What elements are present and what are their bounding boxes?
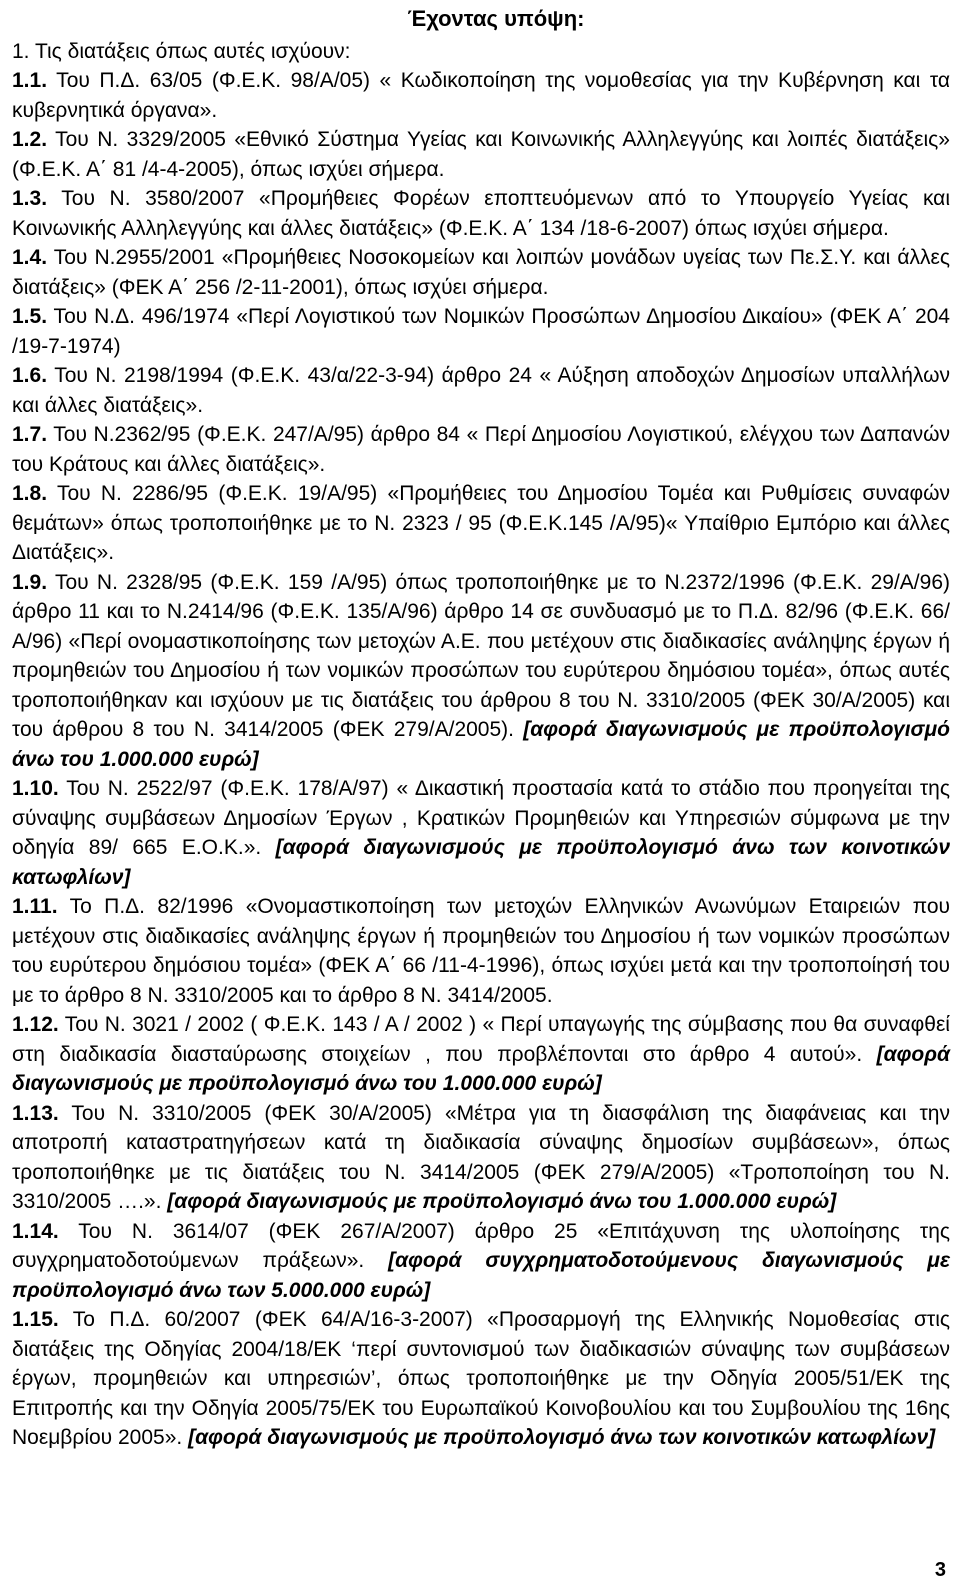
provision-item xyxy=(12,1010,950,1099)
provision-item xyxy=(12,479,950,568)
item-number: 1.2. xyxy=(12,128,48,151)
item-note: [αφορά διαγωνισμούς με προϋπολογισμό άνω του 1.000.000 ευρώ] xyxy=(12,718,950,771)
provision-item xyxy=(12,892,950,1010)
provision-item xyxy=(12,302,950,361)
item-number: 1.7. xyxy=(12,423,48,446)
item-number: 1.4. xyxy=(12,246,48,269)
item-number: 1.13. xyxy=(12,1101,59,1125)
item-text: Του Ν. 3310/2005 (ΦΕΚ 30/Α/2005) «Μέτρα για τη διασφάλιση της διαφάνειας και την αποτροπή καταστρατηγήσεων κατά τη διαδικασία σύναψης δημοσίων συμβάσεων», όπως τροποποιήθηκε με τις διατάξεις του Ν. 3414/2005 (ΦΕΚ 279/Α/2005) «Τροποποίηση του Ν. 3310/2005 ….». xyxy=(12,1101,950,1213)
item-number: 1.15. xyxy=(12,1308,59,1331)
item-number: 1.1. xyxy=(12,69,48,92)
item-number: 1.10. xyxy=(12,777,59,800)
provision-item xyxy=(12,1217,950,1306)
item-number: 1.5. xyxy=(12,305,48,328)
item-number: 1.14. xyxy=(12,1219,59,1243)
item-text: Του Ν.2362/95 (Φ.Ε.Κ. 247/Α/95) άρθρο 84 « Περί Δημοσίου Λογιστικού, ελέγχου των Δαπανών του Κράτους και άλλες διατάξεις». xyxy=(12,423,950,476)
item-number: 1.9. xyxy=(12,570,48,594)
item-text: Του Ν. 2198/1994 (Φ.Ε.Κ. 43/α/22-3-94) άρθρο 24 « Αύξηση αποδοχών Δημοσίων υπαλλήλων και άλλες διατάξεις». xyxy=(12,364,950,417)
item-text: Το Π.Δ. 82/1996 «Ονομαστικοποίηση των μετοχών Ελληνικών Ανωνύμων Εταιρειών που μετέχουν στις διαδικασίες ανάληψης έργων ή προμηθειών του Δημοσίου ή των νομικών προσώπων του ευρύτερου δημόσιου τομέα» (ΦΕΚ Α΄ 66 /11-4-1996), όπως ισχύει μετά και την τροποποίησή του με το άρθρο 8 Ν. 3310/2005 και το άρθρο 8 Ν. 3414/2005. xyxy=(12,895,950,1007)
provision-item xyxy=(12,1099,950,1217)
provision-item xyxy=(12,420,950,479)
item-text: Του Ν. 2522/97 (Φ.Ε.Κ. 178/Α/97) « Δικαστική προστασία κατά το στάδιο που προηγείται της σύναψης συμβάσεων Δημοσίων Έργων , Κρατικών Προμηθειών και Υπηρεσιών σύμφωνα με την οδηγία 89/ 665 Ε.Ο.Κ.». xyxy=(12,777,950,859)
provision-item xyxy=(12,1305,950,1453)
item-text: Του Ν. 2328/95 (Φ.Ε.Κ. 159 /Α/95) όπως τροποποιήθηκε με το Ν.2372/1996 (Φ.Ε.Κ. 29/Α/96) άρθρο 11 και το Ν.2414/96 (Φ.Ε.Κ. 135/Α/96) άρθρο 14 σε συνδυασμό με το Π.Δ. 82/96 (Φ.Ε.Κ. 66/Α/96) «Περί ονομαστικοποίησης των μετοχών Α.Ε. που μετέχουν στις διαδικασίες ανάληψης έργων ή προμηθειών του Δημοσίου ή των νομικών προσώπων του ευρύτερου δημόσιου τομέα», όπως αυτές τροποποιήθηκαν και ισχύουν με τις διατάξεις του άρθρου 8 του Ν. 3310/2005 (ΦΕΚ 30/Α/2005) και του άρθρου 8 του Ν. 3414/2005 (ΦΕΚ 279/Α/2005). xyxy=(12,570,950,741)
item-note: [αφορά διαγωνισμούς με προϋπολογισμό άνω του 1.000.000 ευρώ] xyxy=(12,1042,950,1095)
provision-item xyxy=(12,361,950,420)
provision-item xyxy=(12,125,950,184)
item-number: 1.6. xyxy=(12,364,48,387)
section-title: 1. Τις διατάξεις όπως αυτές ισχύουν: xyxy=(12,39,351,63)
item-note: [αφορά διαγωνισμούς με προϋπολογισμό άνω των κοινοτικών κατωφλίων] xyxy=(12,836,950,889)
provision-item xyxy=(12,243,950,302)
provision-item xyxy=(12,774,950,892)
item-text: Του Ν. 2286/95 (Φ.Ε.Κ. 19/Α/95) «Προμήθειες του Δημοσίου Τομέα και Ρυθμίσεις συναφών θεμάτων» όπως τροποποιήθηκε με το Ν. 2323 / 95 (Φ.Ε.Κ.145 /Α/95)« Υπαίθριο Εμπόριο και άλλες Διατάξεις». xyxy=(12,482,950,564)
item-note: [αφορά συγχρηματοδοτούμενους διαγωνισμούς με προϋπολογισμό άνω των 5.000.000 ευρώ] xyxy=(12,1249,951,1302)
item-text: Του Ν. 3021 / 2002 ( Φ.Ε.Κ. 143 / Α / 2002 ) « Περί υπαγωγής της σύμβασης που θα συναφθεί στη διαδικασία διασταύρωσης στοιχείων , που προβλέπονται στο άρθρο 4 αυτού». xyxy=(12,1013,950,1066)
item-number: 1.8. xyxy=(12,482,48,505)
provision-item xyxy=(12,66,950,125)
item-number: 1.3. xyxy=(12,187,48,210)
provision-item xyxy=(12,568,950,775)
item-number: 1.11. xyxy=(12,895,58,918)
item-note: [αφορά διαγωνισμούς με προϋπολογισμό άνω των κοινοτικών κατωφλίων] xyxy=(188,1426,936,1449)
item-text: Του Ν. 3580/2007 «Προμήθειες Φορέων εποπτευόμενων από το Υπουργείο Υγείας και Κοινωνικής Αλληλεγγύης και άλλες διατάξεις» (Φ.Ε.Κ. Α΄ 134 /18-6-2007) όπως ισχύει σήμερα. xyxy=(12,187,950,240)
page-number: 3 xyxy=(934,1558,946,1581)
provision-item xyxy=(12,184,950,243)
heading: Έχοντας υπόψη: xyxy=(407,6,585,31)
item-text: Του Ν.2955/2001 «Προμήθειες Νοσοκομείων και λοιπών μονάδων υγείας των Πε.Σ.Υ. και άλλες διατάξεις» (ΦΕΚ Α΄ 256 /2-11-2001), όπως ισχύει σήμερα. xyxy=(12,246,950,299)
item-number: 1.12. xyxy=(12,1013,59,1036)
item-text: Το Π.Δ. 60/2007 (ΦΕΚ 64/Α/16-3-2007) «Προσαρμογή της Ελληνικής Νομοθεσίας στις διατάξεις της Οδηγίας 2004/18/ΕΚ ‘περί συντονισμού των διαδικασιών σύναψης των συμβάσεων έργων, προμηθειών και υπηρεσιών’, όπως τροποποιήθηκε με την Οδηγία 2005/51/ΕΚ της Επιτροπής και την Οδηγία 2005/75/ΕΚ του Ευρωπαϊκού Κοινοβουλίου και του Συμβουλίου της 16ης Νοεμβρίου 2005». xyxy=(12,1308,950,1449)
item-note: [αφορά διαγωνισμούς με προϋπολογισμό άνω του 1.000.000 ευρώ] xyxy=(167,1190,837,1213)
item-text: Του Π.Δ. 63/05 (Φ.Ε.Κ. 98/Α/05) « Κωδικοποίηση της νομοθεσίας για την Κυβέρνηση και τα κυβερνητικά όργανα». xyxy=(12,69,950,122)
item-text: Του Ν. 3614/07 (ΦΕΚ 267/Α/2007) άρθρο 25 «Επιτάχυνση της υλοποίησης της συγχρηματοδοτούμενων πράξεων». xyxy=(12,1219,950,1272)
item-text: Του Ν. 3329/2005 «Εθνικό Σύστημα Υγείας και Κοινωνικής Αλληλεγγύης και λοιπές διατάξεις» (Φ.Ε.Κ. Α΄ 81 /4-4-2005), όπως ισχύει σήμερα. xyxy=(12,128,950,181)
item-text: Του Ν.Δ. 496/1974 «Περί Λογιστικού των Νομικών Προσώπων Δημοσίου Δικαίου» (ΦΕΚ Α΄ 204 /19-7-1974) xyxy=(12,305,950,358)
provisions-list xyxy=(12,66,950,1453)
